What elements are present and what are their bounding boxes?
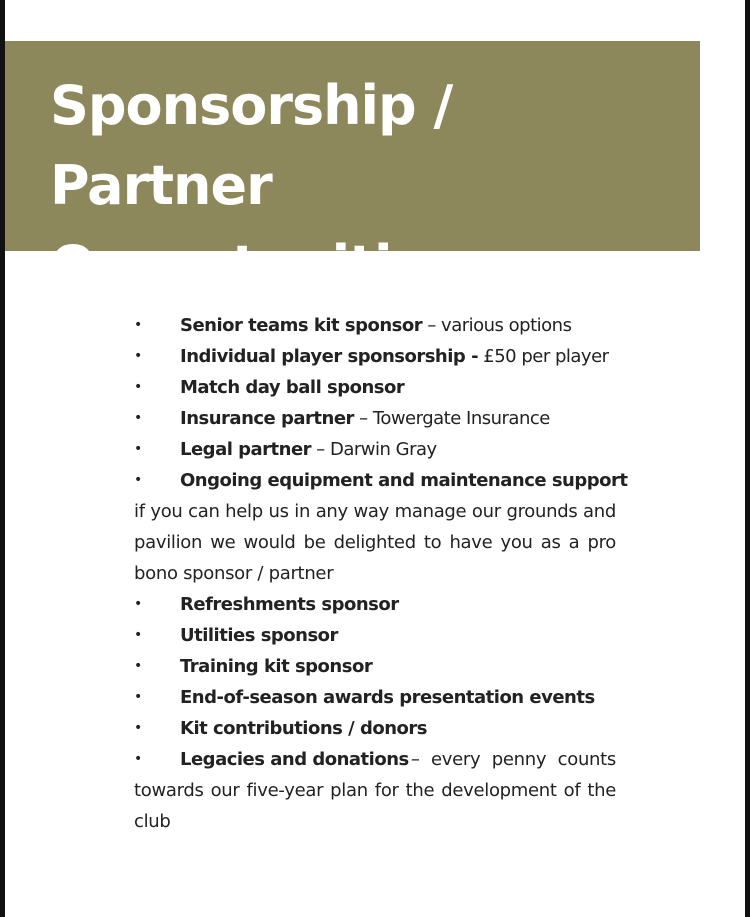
bullet: •	[134, 627, 143, 643]
item-title: Match day ball sponsor	[180, 377, 405, 398]
right-edge-border	[745, 0, 750, 917]
item-description: – various options	[422, 315, 572, 336]
bullet: •	[134, 410, 143, 426]
bullet: •	[134, 751, 142, 767]
list-item	[134, 465, 628, 496]
item-title: Training kit sponsor	[180, 656, 373, 677]
legacies-line-content	[180, 744, 616, 775]
bullet: •	[134, 472, 143, 488]
list-item	[134, 403, 616, 434]
item-title: End-of-season awards presentation events	[180, 687, 595, 708]
paragraph-line: club	[134, 811, 171, 832]
paragraph-line: if you can help us in any way manage our grounds and	[134, 501, 616, 522]
item-title: Senior teams kit sponsor	[180, 315, 423, 336]
item-title: Legal partner	[180, 439, 312, 460]
legacies-first-line	[134, 744, 616, 775]
title-line-1: Sponsorship / Partner	[50, 74, 453, 217]
list-item	[134, 682, 616, 713]
item-title: Individual player sponsorship -	[180, 346, 479, 367]
item-description: – every penny counts	[410, 749, 616, 770]
item-title: Kit contributions / donors	[180, 718, 427, 739]
list-item	[134, 341, 616, 372]
paragraph-line: bono sponsor / partner	[134, 563, 334, 584]
legacies-paragraph	[134, 744, 616, 837]
bullet: •	[134, 658, 143, 674]
bullet: •	[134, 596, 143, 612]
bullet: •	[134, 689, 143, 705]
bullet: •	[134, 317, 143, 333]
bullet: •	[134, 720, 143, 736]
item-title: Insurance partner	[180, 408, 354, 429]
paragraph-line: towards our five-year plan for the development of the	[134, 780, 616, 801]
bullet: •	[134, 348, 143, 364]
item-description: – Towergate Insurance	[353, 408, 550, 429]
bullet: •	[134, 441, 143, 457]
title-line-2: Opportunities	[50, 234, 459, 297]
bullet: •	[134, 379, 143, 395]
item-title: Refreshments sponsor	[180, 594, 399, 615]
page-title	[50, 66, 690, 306]
list-item	[134, 620, 616, 651]
list-item	[134, 589, 616, 620]
list-item	[134, 310, 616, 341]
item-description: – Darwin Gray	[311, 439, 437, 460]
opportunities-list	[134, 310, 628, 837]
maintenance-paragraph	[134, 496, 616, 589]
item-title: Ongoing equipment and maintenance support	[180, 470, 628, 491]
item-description: £50 per player	[478, 346, 609, 367]
list-item	[134, 372, 616, 403]
list-item	[134, 434, 616, 465]
item-title: Legacies and donations	[180, 749, 409, 770]
list-item	[134, 713, 616, 744]
paragraph-line: pavilion we would be delighted to have you as a pro	[134, 532, 616, 553]
item-title: Utilities sponsor	[180, 625, 338, 646]
list-item	[134, 651, 616, 682]
